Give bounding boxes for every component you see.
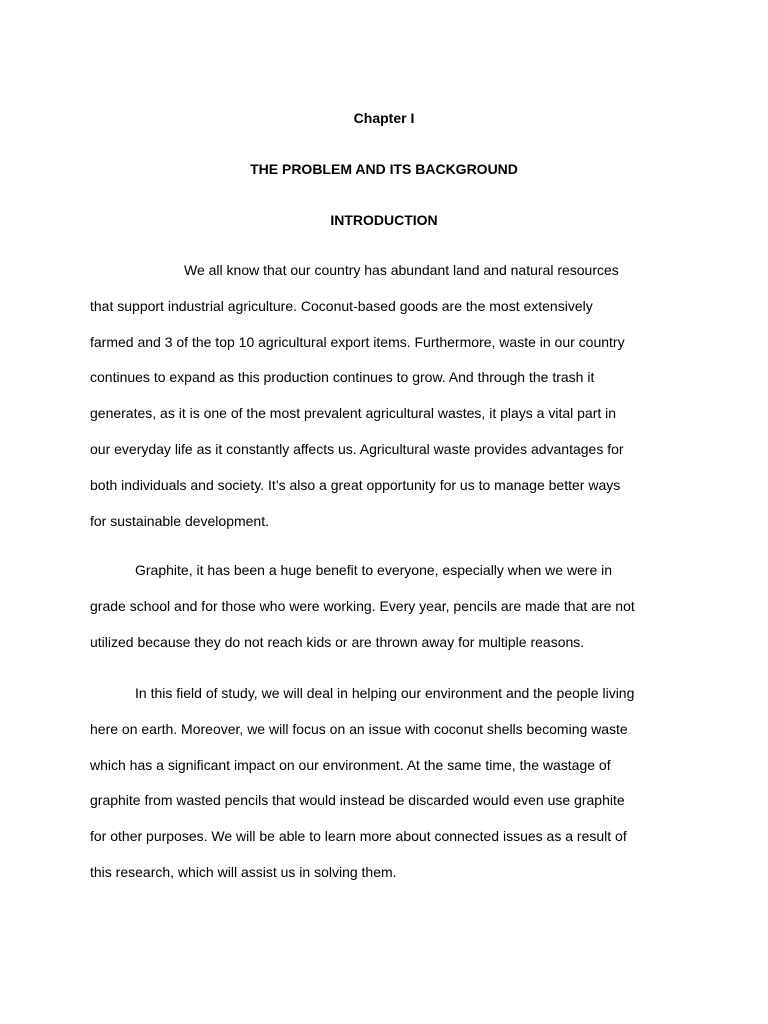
paragraph-line: farmed and 3 of the top 10 agricultural export items. Furthermore, waste in our country	[90, 333, 625, 350]
paragraph-line: grade school and for those who were working. Every year, pencils are made that are not	[90, 597, 635, 614]
paragraph-line: for sustainable development.	[90, 512, 269, 529]
section-heading: INTRODUCTION	[330, 212, 438, 228]
paragraph-line: this research, which will assist us in solving them.	[90, 863, 397, 880]
paragraph-line: which has a significant impact on our environment. At the same time, the wastage of	[90, 756, 611, 773]
chapter-heading: Chapter I	[353, 110, 415, 126]
paragraph-line: graphite from wasted pencils that would instead be discarded would even use graphite	[90, 792, 625, 809]
chapter-title: THE PROBLEM AND ITS BACKGROUND	[250, 161, 518, 177]
paragraph-line: generates, as it is one of the most prevalent agricultural wastes, it plays a vital part in	[90, 405, 617, 422]
paragraph-line: for other purposes. We will be able to learn more about connected issues as a result of	[90, 828, 627, 845]
paragraph-line: our everyday life as it constantly affects us. Agricultural waste provides advantages for	[90, 440, 624, 457]
paragraph-1	[90, 253, 680, 539]
paragraph-line: Graphite, it has been a huge benefit to everyone, especially when we were in	[135, 562, 613, 578]
paragraph-line: both individuals and society. It’s also a great opportunity for us to manage better ways	[90, 476, 621, 493]
paragraph-3	[90, 676, 680, 891]
paragraph-line: here on earth. Moreover, we will focus on an issue with coconut shells becoming waste	[90, 720, 628, 737]
paragraph-line: that support industrial agriculture. Coconut-based goods are the most extensively	[90, 297, 593, 314]
paragraph-line: continues to expand as this production continues to grow. And through the trash it	[90, 369, 595, 386]
paragraph-line: We all know that our country has abundant land and natural resources	[184, 262, 619, 278]
paragraph-line: In this field of study, we will deal in helping our environment and the people living	[135, 685, 635, 701]
paragraph-line: utilized because they do not reach kids or are thrown away for multiple reasons.	[90, 633, 585, 650]
paragraph-2	[90, 553, 680, 660]
